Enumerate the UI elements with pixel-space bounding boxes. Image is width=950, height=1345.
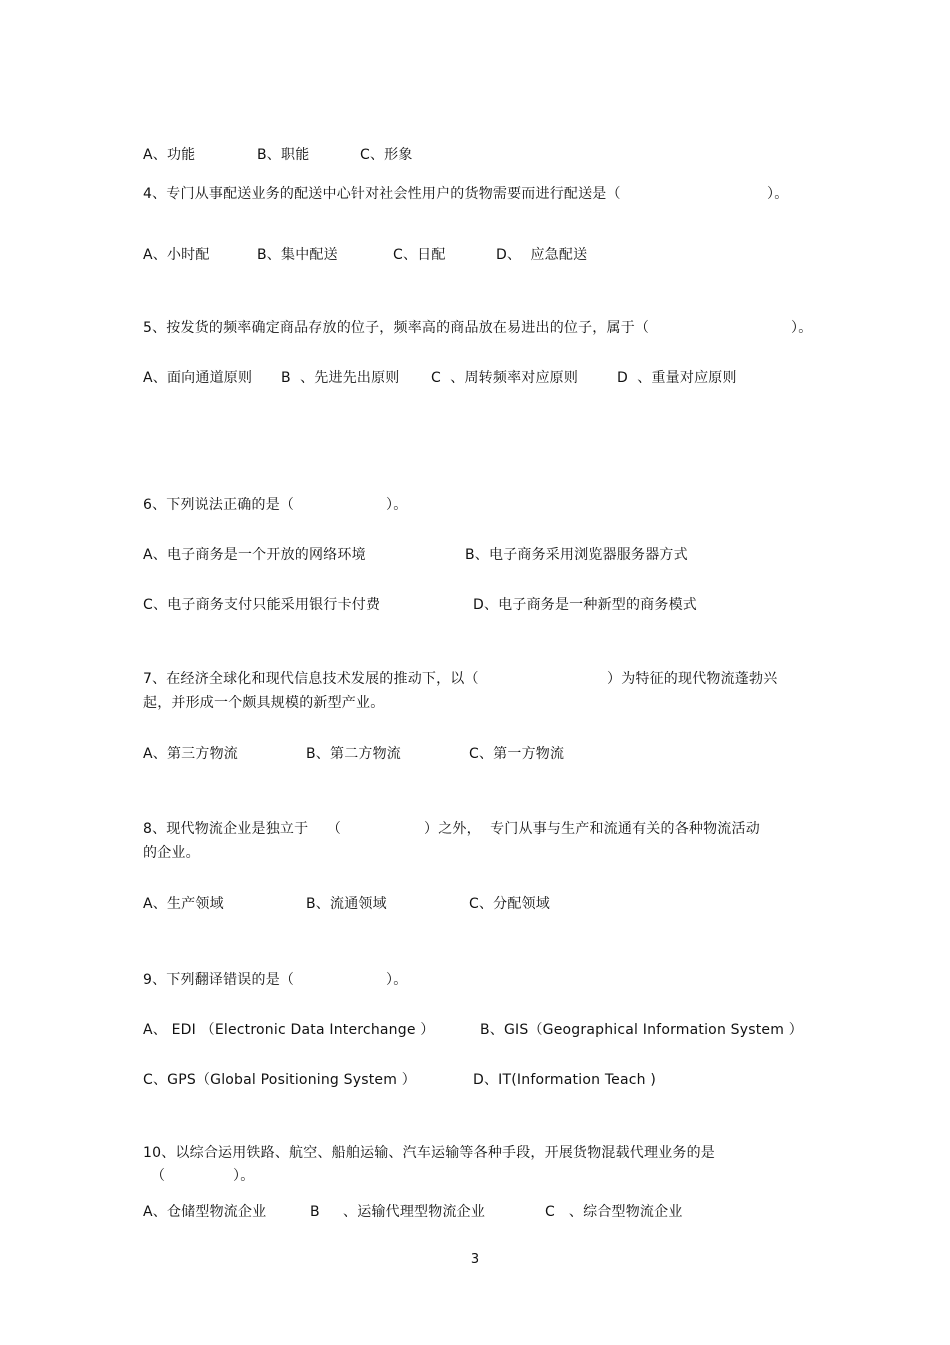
q7-option-b: B、第二方物流	[306, 746, 402, 762]
q9-stem: 9、下列翻译错误的是（	[143, 972, 295, 988]
q9-option-a: A、 EDI （Electronic Data Interchange ）	[143, 1022, 435, 1038]
q3-option-b: B、职能	[257, 147, 310, 163]
q8-option-b: B、流通领域	[306, 896, 387, 912]
q6-close: ）。	[386, 497, 408, 513]
q3-option-a: A、功能	[143, 147, 196, 163]
q4-close: ）。	[767, 186, 789, 202]
q5-option-b: B 、先进先出原则	[281, 370, 400, 386]
q8-options-row	[143, 894, 550, 974]
q8-close: ）之外， 专门从事与生产和流通有关的各种物流活动	[424, 821, 760, 837]
q10-close: ）。	[233, 1168, 255, 1184]
q10-options-row	[143, 1202, 683, 1282]
q5-option-d: D 、重量对应原则	[617, 370, 737, 386]
q9-close: ）。	[386, 972, 408, 988]
q8-option-c: C、分配领域	[469, 896, 550, 912]
page-number: 3	[470, 1252, 480, 1267]
q7-option-c: C、第一方物流	[469, 746, 565, 762]
q7-line2: 起，并形成一个颇具规模的新型产业。	[143, 695, 385, 711]
q6-option-d: D、电子商务是一种新型的商务模式	[473, 597, 697, 613]
q6-option-a: A、电子商务是一个开放的网络环境	[143, 547, 366, 563]
q4-stem: 4、专门从事配送业务的配送中心针对社会性用户的货物需要而进行配送是（	[143, 186, 621, 202]
q8-option-a: A、生产领域	[143, 896, 224, 912]
q6-option-c: C、电子商务支付只能采用银行卡付费	[143, 597, 381, 613]
q5-stem: 5、按发货的频率确定商品存放的位子，频率高的商品放在易进出的位子，属于（	[143, 320, 650, 336]
q4-option-b: B、集中配送	[257, 247, 338, 263]
q5-option-a: A、面向通道原则	[143, 370, 253, 386]
q8-stem-line2	[143, 843, 200, 883]
q10-stem: 10、以综合运用铁路、航空、船舶运输、汽车运输等各种手段，开展货物混载代理业务的是	[143, 1145, 716, 1161]
q6-options-row-2	[143, 595, 697, 655]
q10-open: （	[151, 1168, 166, 1184]
q7-close: ）为特征的现代物流蓬勃兴	[607, 671, 778, 687]
q5-option-c: C 、周转频率对应原则	[431, 370, 579, 386]
q8-stem: 8、现代物流企业是独立于 （	[143, 821, 342, 837]
q10-option-c: C 、综合型物流企业	[545, 1204, 683, 1220]
q4-option-c: C、日配	[393, 247, 446, 263]
q10-option-b: B 、运输代理型物流企业	[310, 1204, 486, 1220]
q8-line2: 的企业。	[143, 845, 200, 861]
q7-options-row	[143, 744, 565, 824]
q4-option-d: D、 应急配送	[496, 247, 588, 263]
q5-close: ）。	[791, 320, 813, 336]
q6-stem: 6、下列说法正确的是（	[143, 497, 295, 513]
q4-stem-row	[143, 184, 789, 244]
q7-stem-line2	[143, 693, 385, 733]
q4-option-a: A、小时配	[143, 247, 210, 263]
q6-option-b: B、电子商务采用浏览器服务器方式	[465, 547, 688, 563]
q3-option-c: C、形象	[360, 147, 413, 163]
q7-stem: 7、在经济全球化和现代信息技术发展的推动下，以（	[143, 671, 479, 687]
q10-option-a: A、仓储型物流企业	[143, 1204, 267, 1220]
q5-options-row	[143, 368, 737, 468]
q9-option-c: C、GPS（Global Positioning System ）	[143, 1072, 416, 1088]
q7-option-a: A、第三方物流	[143, 746, 238, 762]
q9-options-row-2	[143, 1070, 657, 1130]
q9-option-b: B、GIS（Geographical Information System ）	[480, 1022, 803, 1038]
q9-option-d: D、IT(Information Teach )	[473, 1072, 657, 1088]
